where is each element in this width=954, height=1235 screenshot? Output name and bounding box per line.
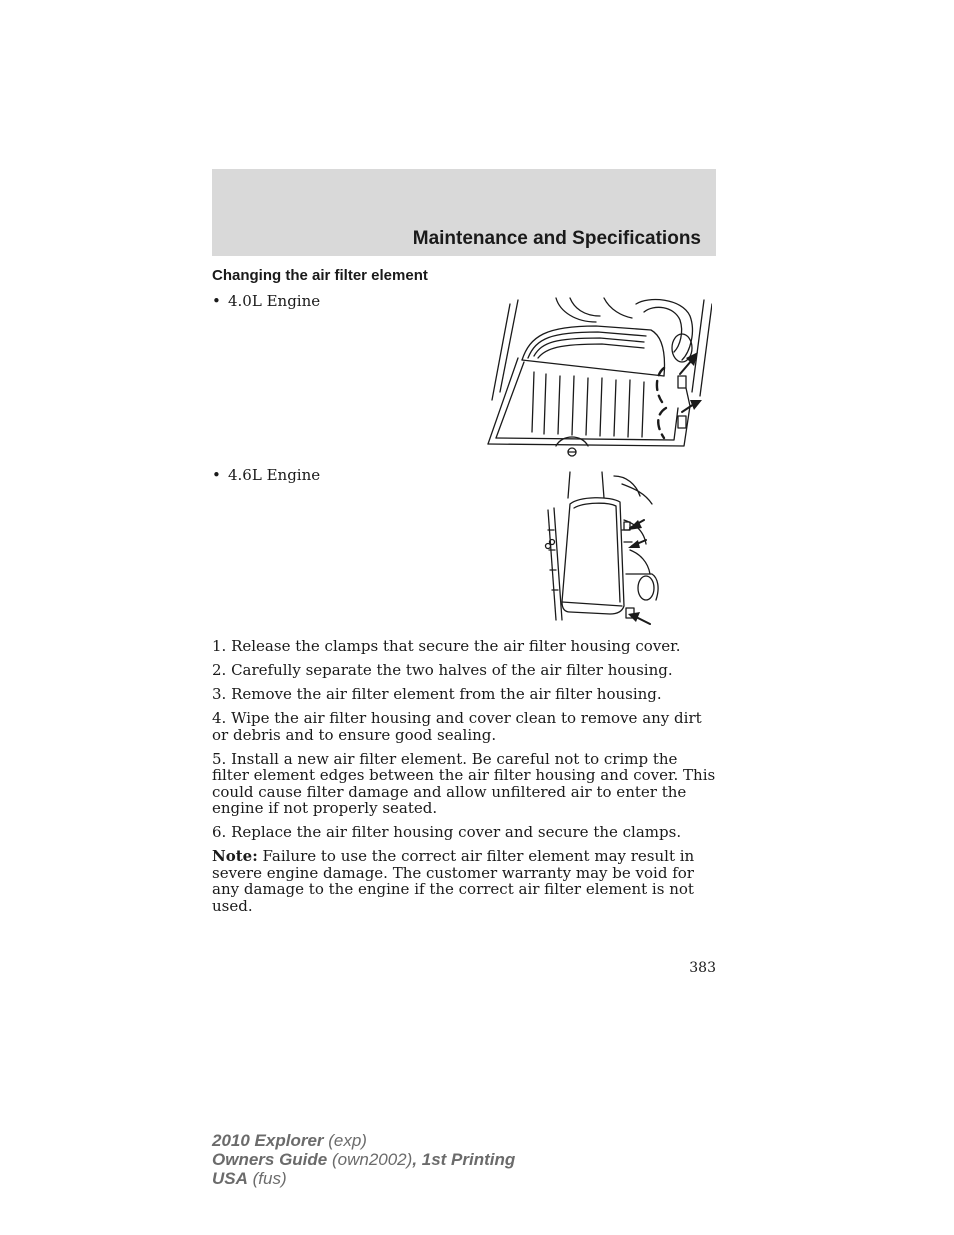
footer-model: 2010 Explorer <box>212 1131 324 1150</box>
bullet-marker: • <box>212 466 221 484</box>
step-2: 2. Carefully separate the two halves of the air filter housing. <box>212 661 673 679</box>
instruction-steps <box>212 638 716 922</box>
footer-model-code: (exp) <box>323 1131 367 1150</box>
step-6: 6. Replace the air filter housing cover and secure the clamps. <box>212 823 682 841</box>
footer-market: USA <box>212 1169 248 1188</box>
footer-line-2 <box>212 1150 515 1169</box>
footer-guide: Owners Guide <box>212 1150 328 1169</box>
subheading: Changing the air filter element <box>212 267 428 284</box>
air-filter-4-0l-illustration <box>486 296 712 458</box>
note-text: Failure to use the correct air filter element may result in severe engine damage. The customer warranty may be void for any damage to the engine if the correct air filter element is not used. <box>212 847 695 915</box>
air-filter-4-6l-illustration <box>540 470 662 630</box>
section-header-band <box>212 169 716 256</box>
step-5: 5. Install a new air filter element. Be careful not to crimp the filter element edges between the air filter housing and cover. This could cause filter damage and allow unfiltered air to enter the engine if not properly seated. <box>212 749 716 817</box>
page-number: 383 <box>689 960 716 976</box>
bullet-marker: • <box>212 292 221 310</box>
step-3: 3. Remove the air filter element from the air filter housing. <box>212 685 662 703</box>
note-paragraph <box>212 848 716 914</box>
bullet-4-0l-engine <box>212 292 320 310</box>
footer-line-3 <box>212 1169 515 1188</box>
step-1: 1. Release the clamps that secure the air filter housing cover. <box>212 637 681 655</box>
note-label: Note: <box>212 847 258 865</box>
footer-printing: , 1st Printing <box>412 1150 516 1169</box>
footer-market-code: (fus) <box>247 1169 287 1188</box>
bullet-4-6l-engine <box>212 466 320 484</box>
footer <box>212 1131 515 1188</box>
footer-guide-code: (own2002) <box>327 1150 413 1169</box>
bullet-text: 4.0L Engine <box>228 292 321 310</box>
section-title: Maintenance and Specifications <box>412 228 701 249</box>
bullet-text: 4.6L Engine <box>228 466 321 484</box>
step-4: 4. Wipe the air filter housing and cover clean to remove any dirt or debris and to ensure good sealing. <box>212 709 702 744</box>
footer-line-1 <box>212 1131 515 1150</box>
